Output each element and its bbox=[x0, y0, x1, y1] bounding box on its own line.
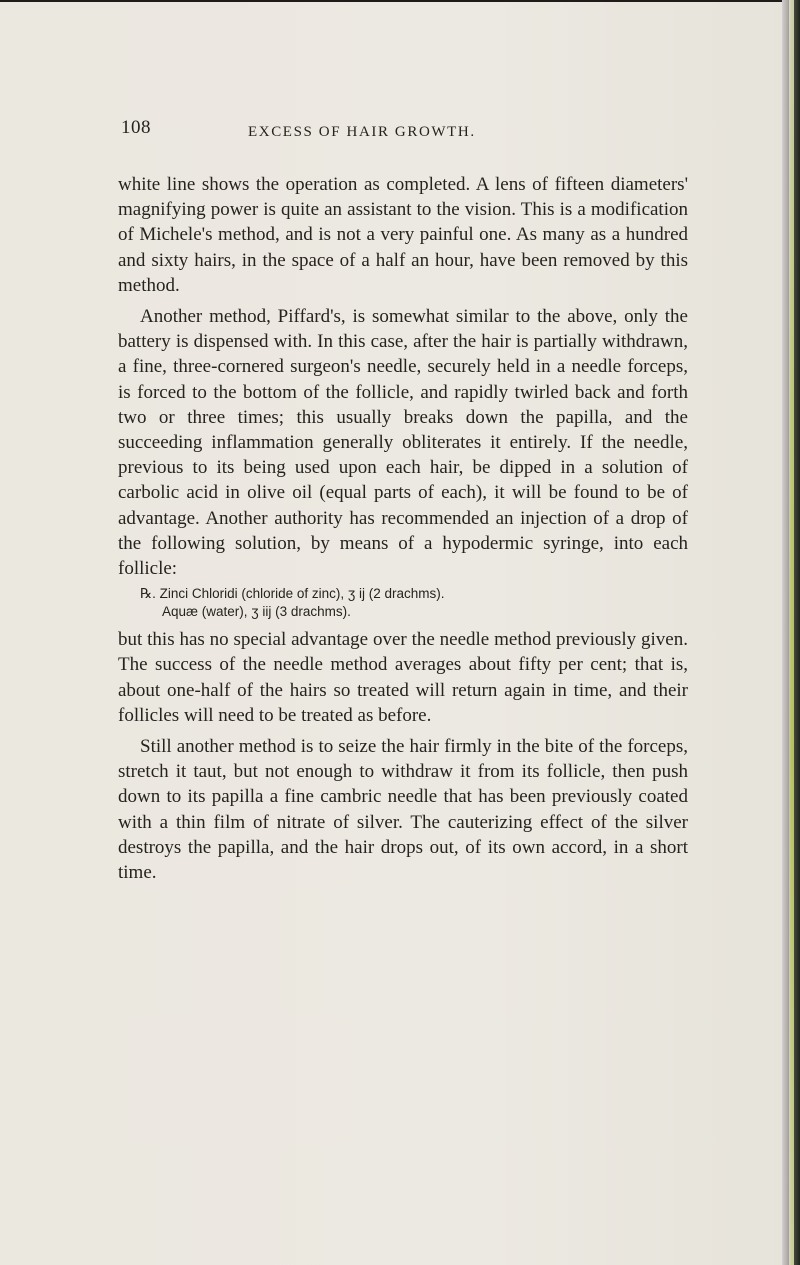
spine-tint bbox=[789, 0, 794, 1265]
prescription-block bbox=[140, 585, 688, 621]
paragraph-needle-success: but this has no special advantage over the needle method previously given. The success of the needle method averages about fifty per cent; that is, about one-half of the hairs so treated will return again in time, and their follicles will need to be treated as before. bbox=[118, 629, 688, 726]
running-head: EXCESS OF HAIR GROWTH. bbox=[248, 124, 476, 140]
paragraph-continuation: white line shows the operation as completed. A lens of fifteen diameters' magnifying power is quite an assistant to the vision. This is a modification of Michele's method, and is not a very painful one. As many as a hundred and sixty hairs, in the space of a half an hour, have been removed by this method. bbox=[118, 174, 688, 296]
book-spine-edge bbox=[782, 0, 800, 1265]
body-text bbox=[118, 172, 688, 885]
page-number: 108 bbox=[121, 117, 151, 138]
top-edge-rule bbox=[0, 0, 800, 2]
paragraph-silver-method: Still another method is to seize the hair firmly in the bite of the forceps, stretch it taut, but not enough to withdraw it from its follicle, then push down to its papilla a fine cambric needle that has been previously coated with a thin film of nitrate of silver. The cauterizing effect of the silver destroys the papilla, and the hair drops out, of its own accord, in a short time. bbox=[118, 736, 688, 884]
paragraph-piffard-method: Another method, Piffard's, is somewhat similar to the above, only the battery is dispensed with. In this case, after the hair is partially withdrawn, a fine, three-cornered surgeon's needle, securely held in a needle forceps, is forced to the bottom of the follicle, and rapidly twirled back and forth two or three times; this usually breaks down the papilla, and the succeeding inflammation generally obliterates it entirely. If the needle, previous to its being used upon each hair, be dipped in a solution of carbolic acid in olive oil (equal parts of each), it will be found to be of advantage. Another authority has recommended an injection of a drop of the following solution, by means of a hypodermic syringe, into each follicle: bbox=[118, 306, 688, 580]
prescription-line-water: Aquæ (water), ʒ iij (3 drachms). bbox=[162, 604, 351, 620]
prescription-line-zinc: ℞. Zinci Chloridi (chloride of zinc), ʒ ij (2 drachms). bbox=[140, 586, 445, 602]
